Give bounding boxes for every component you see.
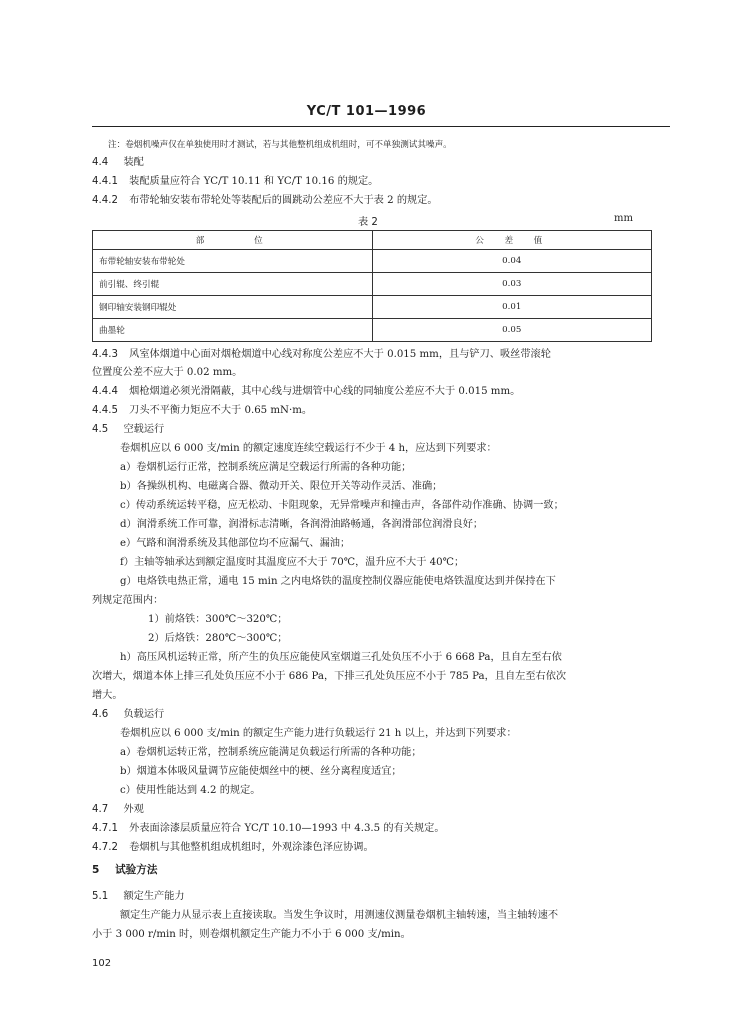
noise-note: 注：卷烟机噪声仅在单独使用时才测试，若与其他整机组成机组时，可不单独测试其噪声。 [108,140,452,150]
section-title: 负载运行 [123,709,165,720]
clause-4-4-1 [92,175,378,189]
tolerance-table [92,230,652,342]
list-item: c）传动系统运转平稳，应无松动、卡阻现象，无异常噪声和撞击声，各部件动作准确、协调一致； [120,500,564,511]
list-item-cont: 次增大，烟道本体上排三孔处负压应不小于 686 Pa，下排三孔处负压应不小于 785 Pa，且自左至右依次 [92,671,567,682]
section-5-1-text-line1: 额定生产能力从显示表上直接读取。当发生争议时，用测速仪测量卷烟机主轴转速，当主轴转速不 [120,910,559,921]
section-title: 外观 [123,804,144,815]
clause-text: 外表面涂漆层质量应符合 YC/T 10.10—1993 中 4.3.5 的有关规定。 [129,823,445,834]
clause-4-7-2 [92,841,374,855]
header-tolerance: 公 差 值 [372,231,652,250]
section-4-5-intro: 卷烟机应以 6 000 支/min 的额定速度连续空载运行不少于 4 h，应达到下列要求： [120,443,497,454]
section-4-6-intro: 卷烟机应以 6 000 支/min 的额定生产能力进行负载运行 21 h 以上，并达到下列要求： [120,728,517,739]
header-part: 部 位 [93,231,373,250]
section-4-5-heading [92,423,164,437]
standard-code-header: YC/T 101—1996 [306,104,427,119]
section-number: 4.5 [92,424,109,435]
clause-text: 布带轮轴安装布带轮处等装配后的圆跳动公差应不大于表 2 的规定。 [129,195,438,206]
clause-4-4-3 [92,348,551,362]
section-number: 4.7 [92,804,109,815]
table-header-row [93,231,652,250]
section-title: 试验方法 [115,864,158,876]
list-item: d）润滑系统工作可靠，润滑标志清晰，各润滑油路畅通，各润滑部位润滑良好； [120,519,484,530]
section-5-1-text-line2: 小于 3 000 r/min 时，则卷烟机额定生产能力不小于 6 000 支/min。 [92,929,411,940]
clause-text: 烟枪烟道必须光滑隔蔽，其中心线与进烟管中心线的同轴度公差应不大于 0.015 mm。 [129,386,521,397]
list-item: c）使用性能达到 4.2 的规定。 [120,785,261,796]
table-row [93,296,652,319]
list-item: b）烟道本体吸风量调节应能使烟丝中的梗、丝分离程度适宜； [120,766,402,777]
table-caption: 表 2 [358,217,378,228]
cell-part: 钢印轴安装钢印辊处 [93,296,373,319]
section-4-6-heading [92,708,164,722]
clause-number: 4.7.2 [92,842,118,853]
sub-list-item: 1）前烙铁：300℃～320℃； [148,614,288,625]
list-item: a）卷烟机运转正常，控制系统应能满足负载运行所需的各种功能； [120,747,422,758]
table-row [93,273,652,296]
clause-4-4-5 [92,404,312,418]
table-row [93,250,652,273]
section-number: 5.1 [92,891,109,902]
cell-tolerance: 0.05 [372,319,652,342]
sub-list-item: 2）后烙铁：280℃～300℃； [148,633,288,644]
section-number: 5 [92,864,100,876]
cell-tolerance: 0.03 [372,273,652,296]
list-item: e）气路和润滑系统及其他部位均不应漏气、漏油； [120,538,351,549]
clause-number: 4.4.2 [92,195,118,206]
clause-4-7-1 [92,822,445,836]
clause-text: 卷烟机与其他整机组成机组时，外观涂漆色泽应协调。 [129,842,374,853]
table-unit: mm [614,213,633,224]
section-5-1-heading [92,890,185,904]
clause-number: 4.4.4 [92,386,118,397]
cell-tolerance: 0.04 [372,250,652,273]
clause-4-4-4 [92,385,520,399]
list-item-cont: 列规定范围内： [92,595,164,606]
section-number: 4.6 [92,709,109,720]
section-5-heading [92,863,157,877]
section-title: 空载运行 [123,424,165,435]
list-item-cont: 增大。 [92,690,123,701]
list-item: b）各操纵机构、电磁离合器、微动开关、限位开关等动作灵活、准确； [120,481,443,492]
cell-part: 前引辊、终引辊 [93,273,373,296]
section-title: 额定生产能力 [123,891,185,902]
list-item: g）电烙铁电热正常，通电 15 min 之内电烙铁的温度控制仪器应能使电烙铁温度达到并保持在下 [120,576,556,587]
section-4-4-heading [92,156,144,170]
clause-number: 4.7.1 [92,823,118,834]
clause-number: 4.4.5 [92,405,118,416]
clause-text-line1: 风室体烟道中心面对烟枪烟道中心线对称度公差应不大于 0.015 mm，且与铲刀、吸丝带滚轮 [129,349,551,360]
clause-number: 4.4.3 [92,349,118,360]
list-item: h）高压风机运转正常，所产生的负压应能使风室烟道三孔处负压不小于 6 668 Pa，且自左至右依 [120,652,562,663]
section-title: 装配 [123,157,144,168]
clause-number: 4.4.1 [92,176,118,187]
clause-text: 刀头不平衡力矩应不大于 0.65 mN·m。 [129,405,313,416]
clause-4-4-3-cont: 位置度公差不应大于 0.02 mm。 [92,367,243,378]
list-item: f）主轴等轴承达到额定温度时其温度应不大于 70℃，温升应不大于 40℃； [120,557,465,568]
cell-part: 曲墨轮 [93,319,373,342]
header-rule [92,126,670,127]
page-number: 102 [92,958,112,969]
table-row [93,319,652,342]
clause-4-4-2 [92,194,438,208]
list-item: a）卷烟机运行正常，控制系统应满足空载运行所需的各种功能； [120,462,412,473]
section-number: 4.4 [92,157,109,168]
cell-tolerance: 0.01 [372,296,652,319]
clause-text: 装配质量应符合 YC/T 10.11 和 YC/T 10.16 的规定。 [129,176,379,187]
section-4-7-heading [92,803,144,817]
cell-part: 布带轮轴安装布带轮处 [93,250,373,273]
